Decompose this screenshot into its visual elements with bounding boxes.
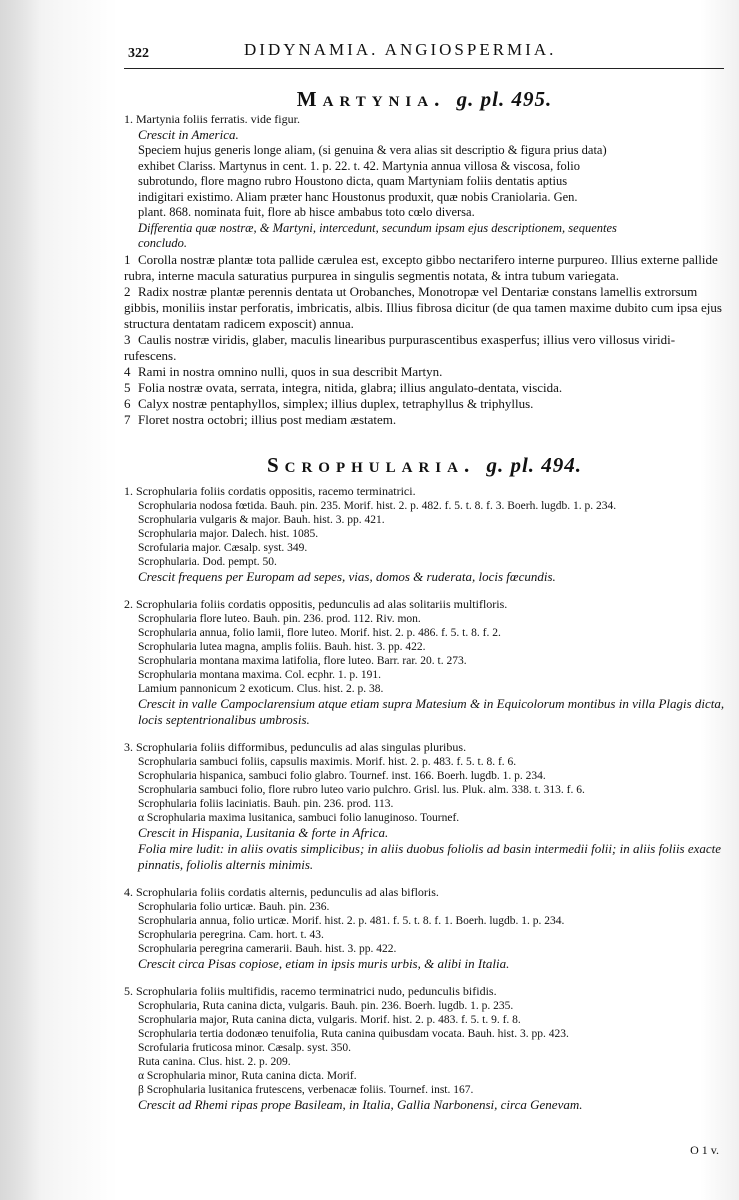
species-heading: 4. Scrophularia foliis cordatis alternis, pedunculis ad alas bifloris. — [124, 884, 439, 899]
synonym-line: Scrophularia sambuci foliis, capsulis maximis. Morif. hist. 2. p. 483. f. 5. t. 8. f. 6. — [138, 755, 517, 768]
martynia-title — [124, 86, 725, 112]
synonym-line: Scrophularia sambuci folio, flore rubro luteo vario pulchro. Grisl. lus. Pluk. alm. 338. t. 313. f. 6. — [138, 783, 585, 796]
martynia-species: 1. Martynia foliis ferratis. vide figur. — [124, 112, 300, 126]
martynia-crescit: Crescit in America. — [138, 127, 239, 142]
scrophularia-species-2 — [124, 597, 725, 728]
martynia-differences — [124, 252, 725, 428]
synonym-line: β Scrophularia lusitanica frutescens, verbenacæ foliis. Tournef. inst. 167. — [138, 1083, 474, 1096]
habitat-line: Crescit ad Rhemi ripas prope Basileam, in Italia, Gallia Narbonensi, circa Genevam. — [138, 1096, 583, 1112]
synonym-line: Scrophularia hispanica, sambuci folio glabro. Tournef. inst. 166. Boerh. lugdb. 1. p. 234. — [138, 769, 546, 782]
running-head — [124, 32, 724, 69]
martynia-genus-ref: g. pl. 495. — [456, 87, 553, 111]
species-heading: 3. Scrophularia foliis difformibus, pedunculis ad alas singulas pluribus. — [124, 739, 467, 754]
synonym-line: Scrophularia peregrina camerarii. Bauh. hist. 3. pp. 422. — [138, 942, 397, 955]
difference-note: 1 Corolla nostræ plantæ tota pallide cærulea est, excepto gibbo nectarifero interne purpureo. Illius externe pallide rubra, interne macula saturatius purpurea in singulis segmentis notata, & intra tubum variegata. — [124, 251, 718, 283]
scrophularia-genus-name: Scrophularia. — [266, 452, 476, 477]
synonym-line: Scrophularia major. Dalech. hist. 1085. — [138, 527, 319, 540]
difference-note: 2 Radix nostræ plantæ perennis dentata ut Orobanches, Monotropæ vel Dentariæ constans lamellis extrorsum gibbis, moniliis instar perforatis, imbricatis, albis. Illius fibrosa dicitur (de qua tamen maxime dubito cum ipsa ejus structura dentatam radicem exposcit) annua. — [124, 283, 722, 331]
species-heading: 2. Scrophularia foliis cordatis oppositis, pedunculis ad alas solitariis multifloris. — [124, 596, 508, 611]
synonym-line: Scrophularia major, Ruta canina dicta, vulgaris. Morif. hist. 2. p. 483. f. 5. t. 9. f. 8. — [138, 1013, 521, 1026]
synonym-line: Scrophularia peregrina. Cam. hort. t. 43. — [138, 928, 324, 941]
martynia-para: plant. 868. nominata fuit, flore ab hisce ambabus toto cœlo diversa. — [138, 205, 475, 219]
synonym-line: Scrophularia lutea magna, amplis foliis. Bauh. hist. 3. pp. 422. — [138, 640, 426, 653]
scrophularia-species-5 — [124, 984, 725, 1113]
page-number: 322 — [128, 46, 149, 61]
synonym-line: Scrophularia. Dod. pempt. 50. — [138, 555, 277, 568]
martynia-para: exhibet Clariss. Martynus in cent. 1. p. 22. t. 42. Martynia annua villosa & viscosa, folio — [138, 158, 580, 173]
synonym-line: Scrofularia major. Cæsalp. syst. 349. — [138, 541, 308, 554]
species-heading: 5. Scrophularia foliis multifidis, racemo terminatrici nudo, pedunculis bifidis. — [124, 983, 497, 998]
scrophularia-title — [124, 452, 725, 478]
species-heading: 1. Scrophularia foliis cordatis oppositis, racemo terminatrici. — [124, 483, 416, 498]
synonym-line: Scrophularia folio urticæ. Bauh. pin. 236. — [138, 900, 330, 913]
gutter-shadow — [0, 0, 40, 1200]
synonym-line: Scrophularia montana maxima. Col. ecphr. 1. p. 191. — [138, 668, 382, 681]
difference-note: 4 Rami in nostra omnino nulli, quos in sua describit Martyn. — [124, 363, 443, 379]
habitat-line: Crescit in Hispania, Lusitania & forte in Africa. — [138, 824, 389, 840]
synonym-line: Scrophularia nodosa fœtida. Bauh. pin. 235. Morif. hist. 2. p. 482. f. 5. t. 8. f. 3. Boerh. lugdb. 1. p. 234. — [138, 499, 617, 512]
martynia-genus-name: Martynia. — [296, 87, 446, 111]
synonym-line: Ruta canina. Clus. hist. 2. p. 209. — [138, 1055, 291, 1068]
martynia-para: indigitari existimo. Aliam præter hanc Houstonus produxit, quæ nobis Craniolaria. Gen. — [138, 189, 578, 204]
habitat-line: Crescit in valle Campoclarensium atque etiam supra Matesium & in Equicolorum montibus in villa Plagis dicta, locis septentrionalibus umbrosis. — [138, 695, 725, 727]
habitat-line: Crescit frequens per Europam ad sepes, vias, domos & ruderata, locis fœcundis. — [138, 568, 556, 584]
synonym-line: Scrophularia, Ruta canina dicta, vulgaris. Bauh. pin. 236. Boerh. lugdb. 1. p. 235. — [138, 999, 514, 1012]
synonym-line: Scrophularia foliis laciniatis. Bauh. pin. 236. prod. 113. — [138, 797, 394, 810]
scrophularia-genus-ref: g. pl. 494. — [486, 452, 583, 477]
difference-note: 5 Folia nostræ ovata, serrata, integra, nitida, glabra; illius angulato-dentata, viscida. — [124, 379, 563, 395]
synonym-line: Scrophularia tertia dodonæo tenuifolia, Ruta canina quibusdam vocata. Bauh. hist. 3. pp. 423. — [138, 1027, 569, 1040]
synonym-line: Scrophularia vulgaris & major. Bauh. hist. 3. pp. 421. — [138, 513, 385, 526]
difference-note: 6 Calyx nostræ pentaphyllos, simplex; illius duplex, tetraphyllus & triphyllus. — [124, 395, 534, 411]
scrophularia-species-1 — [124, 484, 725, 585]
synonym-line: Scrofularia fruticosa minor. Cæsalp. syst. 350. — [138, 1041, 352, 1054]
catchword: O 1 v. — [690, 1143, 719, 1157]
synonym-line: Scrophularia montana maxima latifolia, flore luteo. Barr. rar. 20. t. 273. — [138, 654, 467, 667]
synonym-line: Scrophularia annua, folio lamii, flore luteo. Morif. hist. 2. p. 486. f. 5. t. 8. f. 2. — [138, 626, 501, 639]
martynia-description — [124, 143, 725, 252]
synonym-line: Scrophularia flore luteo. Bauh. pin. 236. prod. 112. Riv. mon. — [138, 612, 421, 625]
martynia-para: Differentia quæ nostræ, & Martyni, intercedunt, secundum ipsam ejus descriptionem, sequentes — [138, 220, 617, 235]
difference-note: 3 Caulis nostræ viridis, glaber, maculis linearibus purpurascentibus exasperfus; illius vero villosus viridi-rufescens. — [124, 331, 676, 363]
synonym-line: Scrophularia annua, folio urticæ. Morif. hist. 2. p. 481. f. 5. t. 8. f. 1. Boerh. lugdb. 1. p. 234. — [138, 914, 565, 927]
running-title: DIDYNAMIA. ANGIOSPERMIA. — [244, 40, 557, 59]
synonym-line: α Scrophularia maxima lusitanica, sambuci folio lanuginoso. Tournef. — [138, 811, 460, 824]
martynia-para: Speciem hujus generis longe aliam, (si genuina & vera alias sit descriptio & figura prius data) — [138, 143, 607, 157]
synonym-line: Lamium pannonicum 2 exoticum. Clus. hist. 2. p. 38. — [138, 682, 384, 695]
scrophularia-species-3 — [124, 740, 725, 873]
synonym-line: α Scrophularia minor, Ruta canina dicta. Morif. — [138, 1069, 357, 1082]
leaf-variation-note: Folia mire ludit: in aliis ovatis simplicibus; in aliis duobus foliolis ad basin intermedii folii; in aliis foliis exacte pinnatis, foliolis alternis minimis. — [138, 840, 722, 872]
habitat-line: Crescit circa Pisas copiose, etiam in ipsis muris urbis, & alibi in Italia. — [138, 955, 510, 971]
martynia-para: concludo. — [138, 236, 187, 250]
difference-note: 7 Floret nostra octobri; illius post mediam æstatem. — [124, 411, 397, 427]
scrophularia-species-4 — [124, 885, 725, 972]
martynia-para: subrotundo, flore magno rubro Houstono dicta, quam Martyniam foliis dentatis aptius — [138, 174, 568, 188]
